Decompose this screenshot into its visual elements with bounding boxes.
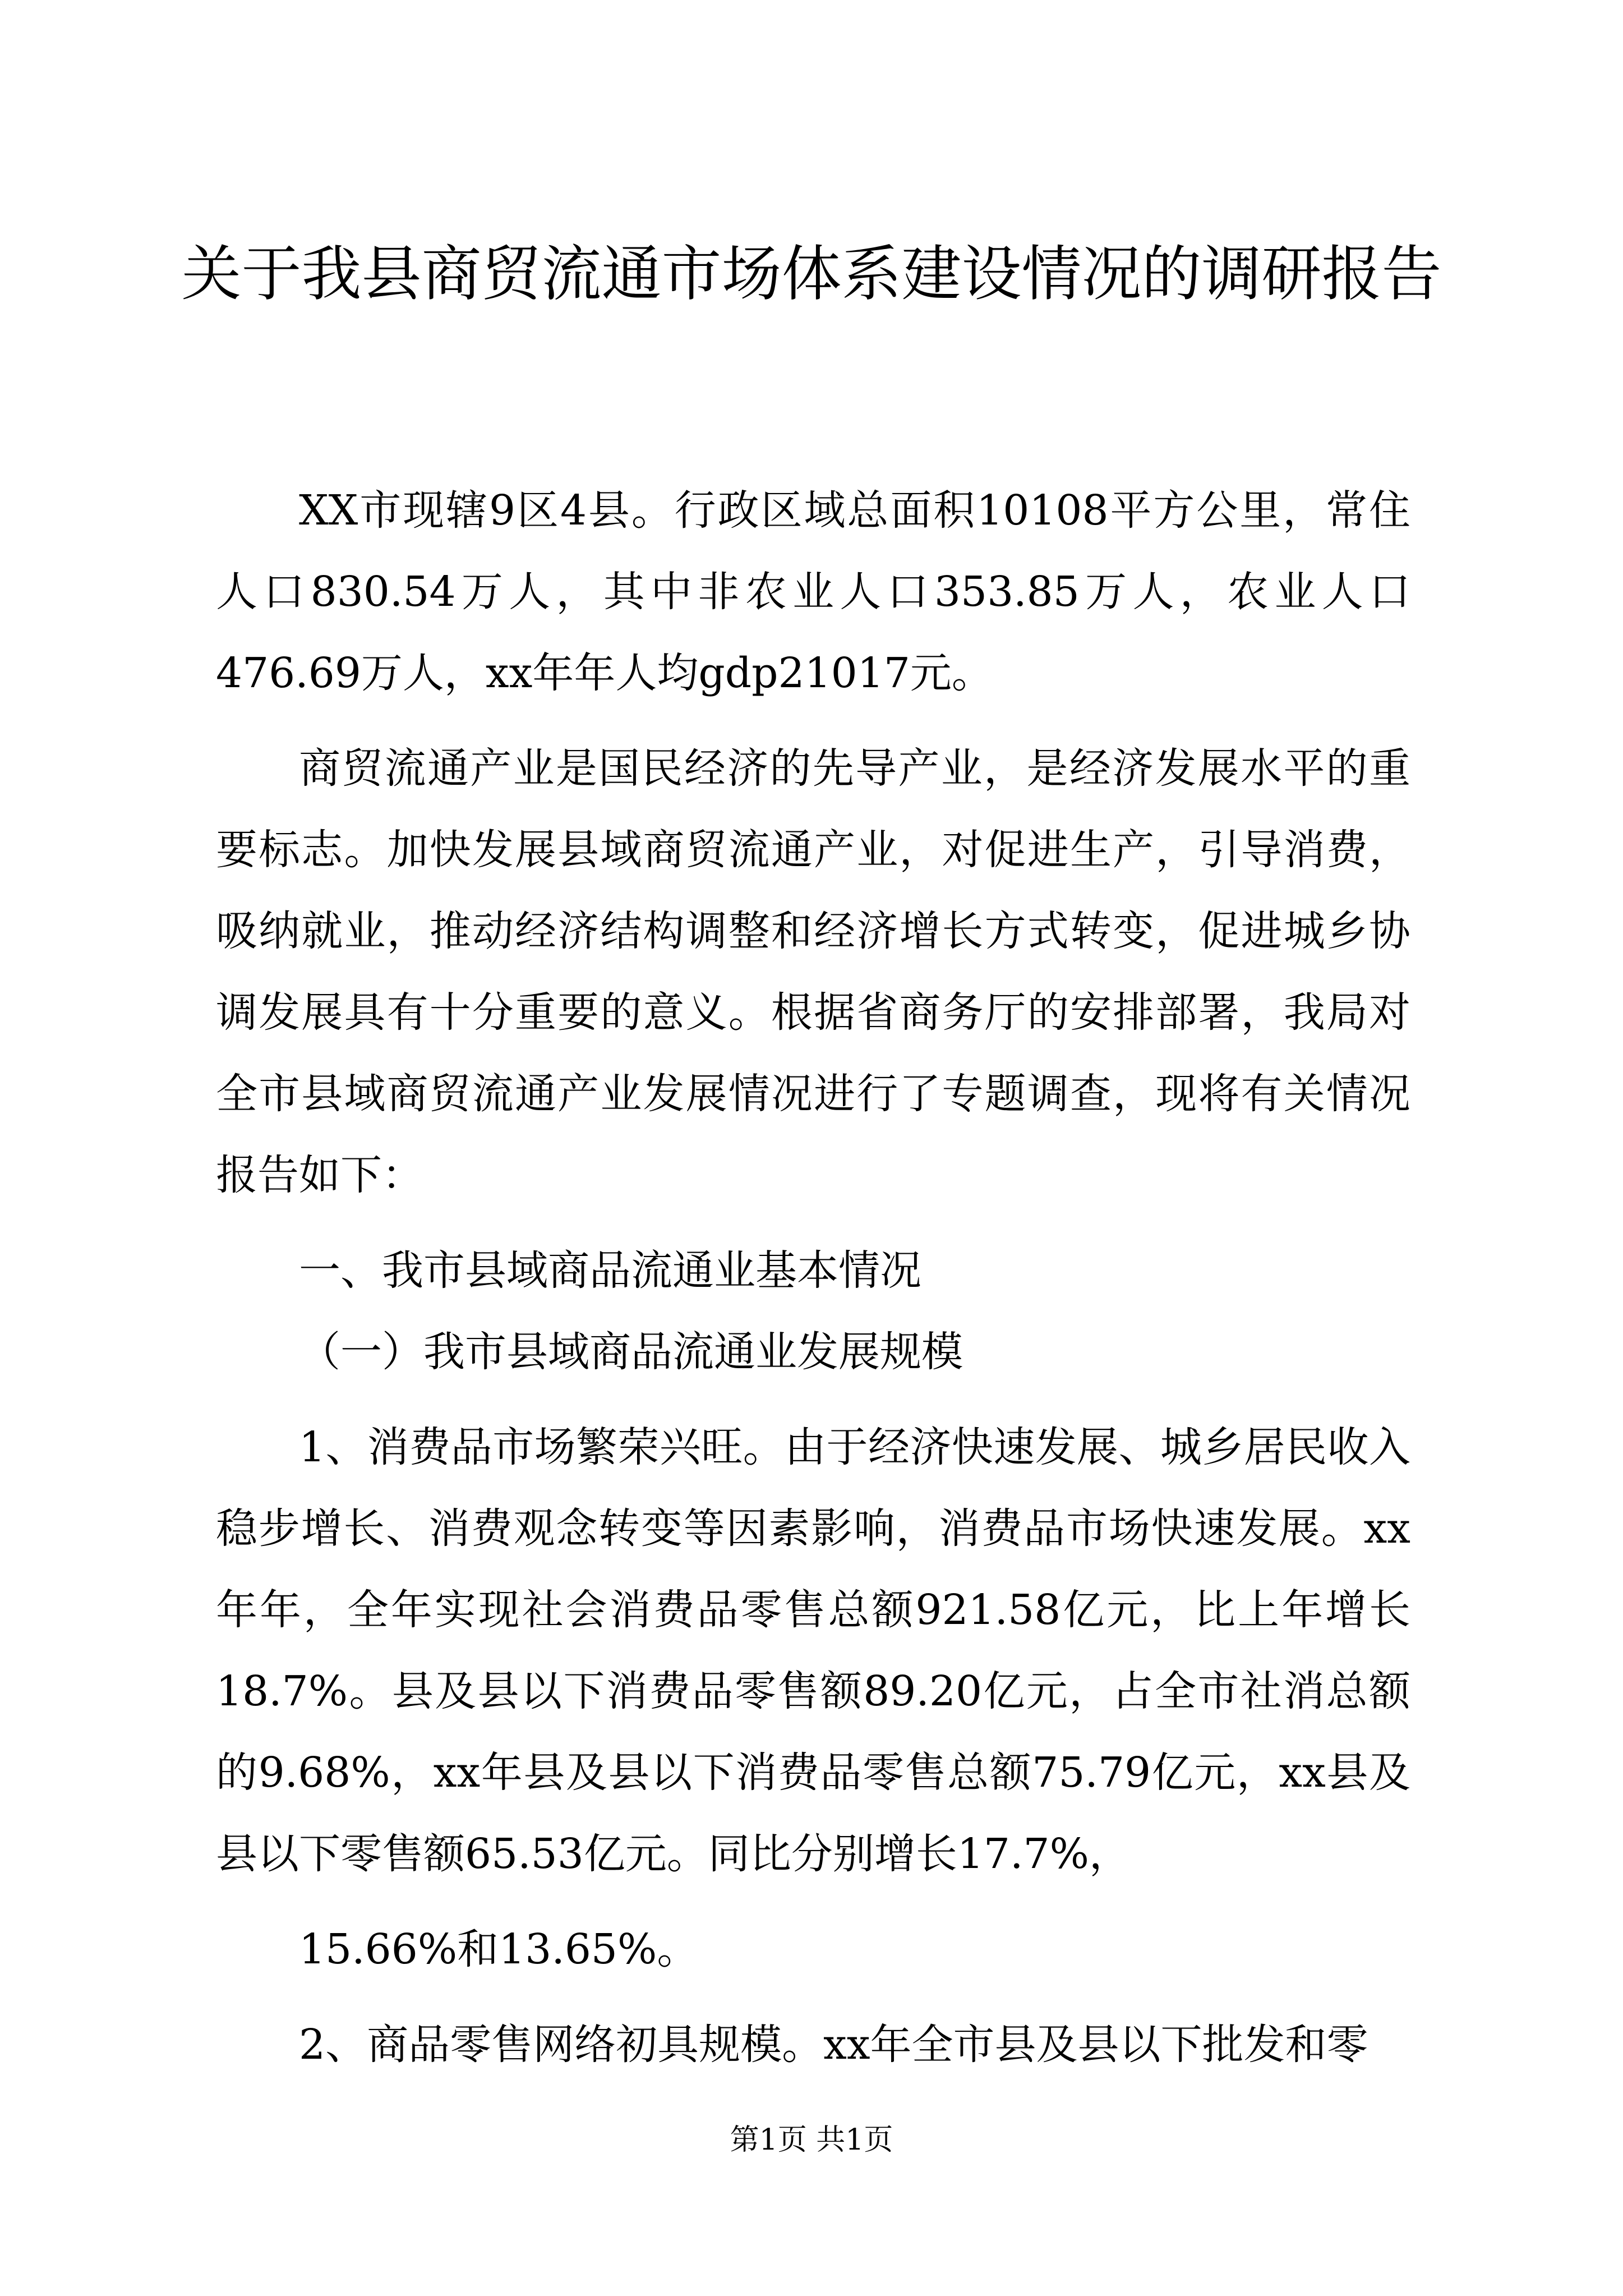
paragraph-retail-network: 2、商品零售网络初具规模。xx年全市县及县以下批发和零 bbox=[299, 2021, 1368, 2069]
document-title: 关于我县商贸流通市场体系建设情况的调研报告 bbox=[181, 240, 1442, 309]
document-body bbox=[216, 470, 1410, 2086]
section-heading-1: 一、我市县域商品流通业基本情况 bbox=[299, 1246, 921, 1295]
paragraph-intro: XX市现辖9区4县。行政区域总面积10108平方公里，常住人口830.54万人，其中非农业人口353.85万人，农业人口476.69万人，xx年年人均gdp21017元。 bbox=[216, 486, 1410, 697]
page-footer: 第1页 共1页 bbox=[730, 2123, 893, 2157]
paragraph-background: 商贸流通产业是国民经济的先导产业，是经济发展水平的重要标志。加快发展县域商贸流通产业，对促进生产，引导消费，吸纳就业，推动经济结构调整和经济增长方式转变，促进城乡协调发展具有十分重要的意义。根据省商务厅的安排部署，我局对全市县域商贸流通产业发展情况进行了专题调查，现将有关情况报告如下： bbox=[216, 744, 1410, 1199]
subsection-heading-1: （一）我市县域商品流通业发展规模 bbox=[299, 1328, 963, 1376]
paragraph-consumer-market: 1、消费品市场繁荣兴旺。由于经济快速发展、城乡居民收入稳步增长、消费观念转变等因素影响，消费品市场快速发展。xx年年，全年实现社会消费品零售总额921.58亿元，比上年增长18.7%。县及县以下消费品零售额89.20亿元，占全市社消总额的9.68%，xx年县及县以下消费品零售总额75.79亿元，xx县及县以下零售额65.53亿元。同比分别增长17.7%， bbox=[216, 1423, 1410, 1878]
paragraph-growth-rates: 15.66%和13.65%。 bbox=[299, 1925, 699, 1973]
